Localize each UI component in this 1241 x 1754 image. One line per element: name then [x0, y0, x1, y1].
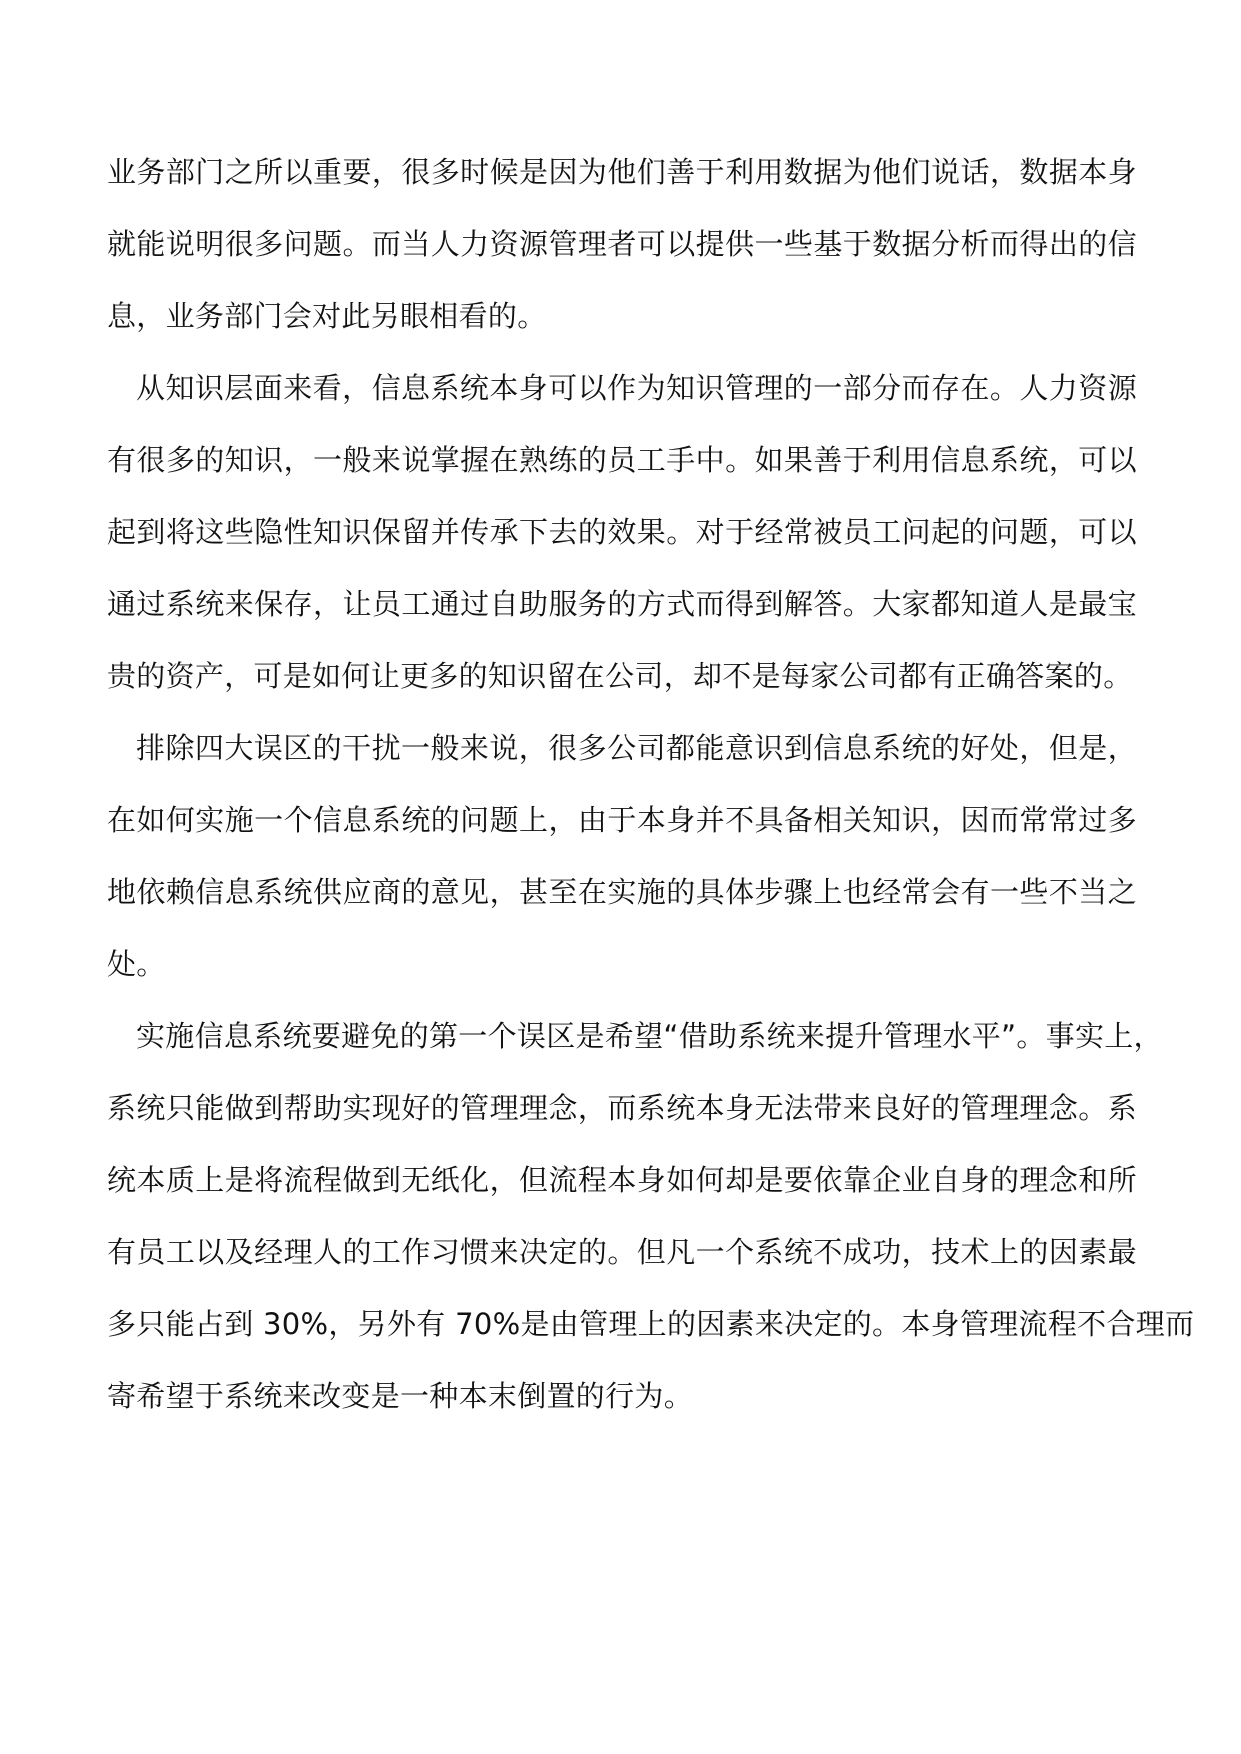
paragraph-4-line-2: 系统只能做到帮助实现好的管理理念，而系统本身无法带来良好的管理理念。系: [107, 1091, 1137, 1125]
paragraph-2-line-3: 起到将这些隐性知识保留并传承下去的效果。对于经常被员工问起的问题，可以: [107, 515, 1137, 549]
paragraph-3-line-4: 处。: [107, 947, 166, 981]
paragraph-4-line-5: 多只能占到 30%，另外有 70%是由管理上的因素来决定的。本身管理流程不合理而: [107, 1307, 1195, 1341]
paragraph-4-line-6: 寄希望于系统来改变是一种本末倒置的行为。: [107, 1379, 694, 1413]
paragraph-2-line-2: 有很多的知识，一般来说掌握在熟练的员工手中。如果善于利用信息系统，可以: [107, 443, 1137, 477]
paragraph-3-line-2: 在如何实施一个信息系统的问题上，由于本身并不具备相关知识，因而常常过多: [107, 803, 1137, 837]
paragraph-1-line-1: 业务部门之所以重要，很多时候是因为他们善于利用数据为他们说话，数据本身: [107, 155, 1137, 189]
paragraph-2-line-1: 从知识层面来看，信息系统本身可以作为知识管理的一部分而存在。人力资源: [136, 371, 1137, 405]
paragraph-3-line-3: 地依赖信息系统供应商的意见，甚至在实施的具体步骤上也经常会有一些不当之: [107, 875, 1137, 909]
paragraph-2-line-5: 贵的资产，可是如何让更多的知识留在公司，却不是每家公司都有正确答案的。: [107, 659, 1133, 693]
paragraph-1-line-2: 就能说明很多问题。而当人力资源管理者可以提供一些基于数据分析而得出的信: [107, 227, 1137, 261]
paragraph-3-line-1: 排除四大误区的干扰一般来说，很多公司都能意识到信息系统的好处，但是，: [136, 731, 1137, 765]
paragraph-4-line-1: 实施信息系统要避免的第一个误区是希望“借助系统来提升管理水平”。事实上，: [136, 1019, 1163, 1053]
paragraph-4-line-3: 统本质上是将流程做到无纸化，但流程本身如何却是要依靠企业自身的理念和所: [107, 1163, 1137, 1197]
paragraph-1-line-3: 息，业务部门会对此另眼相看的。: [107, 299, 547, 333]
paragraph-2-line-4: 通过系统来保存，让员工通过自助服务的方式而得到解答。大家都知道人是最宝: [107, 587, 1137, 621]
paragraph-4-line-4: 有员工以及经理人的工作习惯来决定的。但凡一个系统不成功，技术上的因素最: [107, 1235, 1137, 1269]
